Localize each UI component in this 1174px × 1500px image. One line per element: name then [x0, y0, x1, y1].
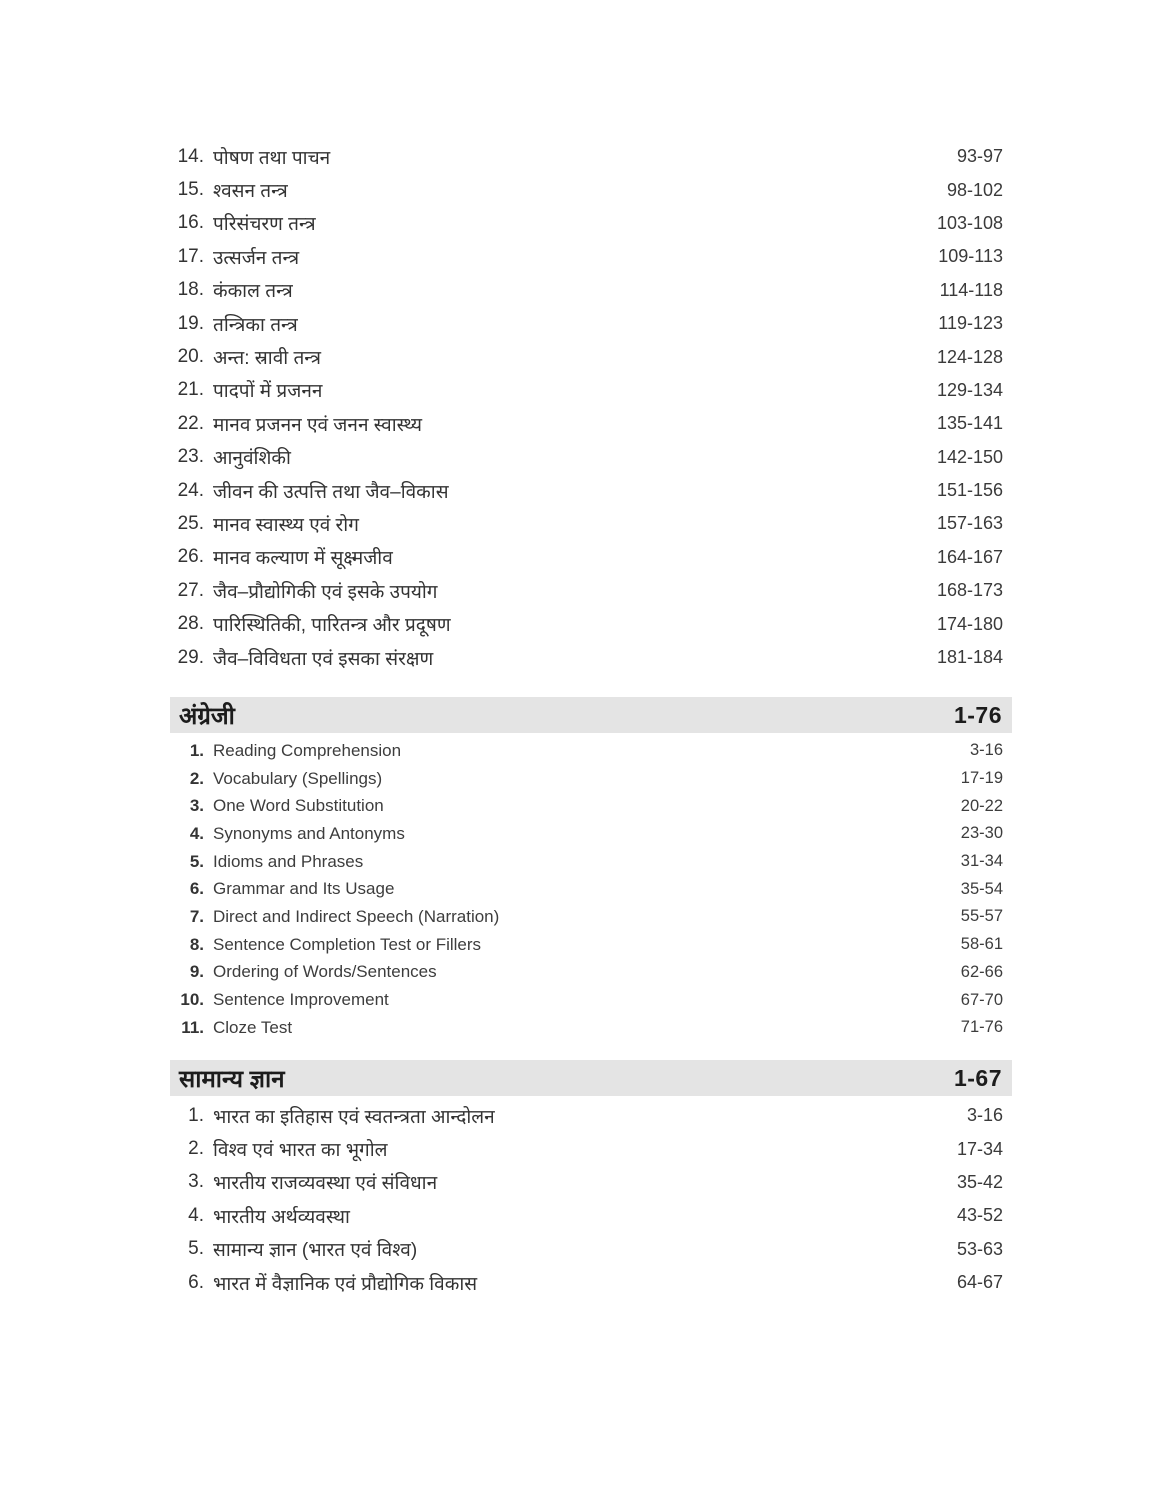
chapter-number: 24. [177, 479, 204, 501]
toc-row [170, 1014, 1003, 1042]
chapter-page-range: 124-128 [936, 346, 1003, 367]
chapter-title: भारतीय राजव्यवस्था एवं संविधान [213, 1173, 438, 1195]
chapter-page-range: 168-173 [936, 580, 1003, 601]
chapter-number: 15. [177, 179, 204, 201]
toc-row [170, 541, 1003, 574]
chapter-page-range: 31-34 [960, 852, 1003, 871]
toc-row [170, 374, 1003, 407]
chapter-number: 19. [177, 312, 204, 334]
chapter-title: आनुवंशिकी [213, 448, 291, 470]
toc-row [170, 792, 1003, 820]
chapter-title: भारत में वैज्ञानिक एवं प्रौद्योगिक विकास [213, 1273, 478, 1295]
chapter-page-range: 98-102 [946, 179, 1003, 200]
chapter-page-range: 142-150 [936, 446, 1003, 467]
toc-row [170, 340, 1003, 373]
toc-row [170, 607, 1003, 640]
chapter-page-range: 157-163 [936, 513, 1003, 534]
chapter-number: 4. [188, 1204, 204, 1226]
chapter-page-range: 181-184 [936, 647, 1003, 668]
toc-row [170, 1199, 1003, 1232]
chapter-number: 1. [189, 740, 204, 760]
chapter-title: Idioms and Phrases [213, 851, 364, 871]
chapter-page-range: 17-34 [956, 1138, 1003, 1159]
chapter-page-range: 164-167 [936, 546, 1003, 567]
chapter-number: 3. [188, 1171, 204, 1193]
chapter-page-range: 3-16 [966, 1105, 1003, 1126]
chapter-title: Sentence Completion Test or Fillers [213, 934, 482, 954]
toc-row [170, 820, 1003, 848]
chapter-number: 14. [177, 145, 204, 167]
chapter-page-range: 17-19 [960, 769, 1003, 788]
chapter-page-range: 109-113 [938, 246, 1003, 267]
chapter-title: विश्व एवं भारत का भूगोल [213, 1140, 388, 1162]
chapter-title: श्वसन तन्त्र [213, 181, 288, 203]
chapter-title: Reading Comprehension [213, 740, 402, 760]
chapter-number: 21. [177, 379, 204, 401]
chapter-title: तन्त्रिका तन्त्र [213, 314, 298, 336]
chapter-page-range: 67-70 [960, 990, 1003, 1009]
toc-row [170, 140, 1003, 173]
chapter-number: 17. [177, 245, 204, 267]
chapter-number: 6. [188, 1271, 204, 1293]
chapter-number: 1. [188, 1104, 204, 1126]
chapter-title: जीवन की उत्पत्ति तथा जैव–विकास [213, 481, 449, 503]
chapter-page-range: 103-108 [936, 212, 1003, 233]
section-header-general-knowledge [170, 1060, 1012, 1096]
chapter-number: 11. [181, 1017, 204, 1037]
toc-row [170, 875, 1003, 903]
chapter-title: मानव प्रजनन एवं जनन स्वास्थ्य [213, 414, 423, 436]
toc-row [170, 986, 1003, 1014]
chapter-page-range: 174-180 [936, 613, 1003, 634]
chapter-page-range: 3-16 [969, 741, 1003, 760]
toc-row [170, 1233, 1003, 1266]
toc-row [170, 641, 1003, 674]
chapter-page-range: 71-76 [960, 1018, 1003, 1037]
toc-row [170, 441, 1003, 474]
chapter-number: 2. [189, 768, 204, 788]
section-title: सामान्य ज्ञान [179, 1065, 285, 1093]
english-chapter-list [170, 737, 1003, 1042]
chapter-page-range: 43-52 [956, 1205, 1003, 1226]
chapter-number: 2. [188, 1138, 204, 1160]
chapter-number: 29. [177, 646, 204, 668]
chapter-title: उत्सर्जन तन्त्र [213, 247, 300, 269]
chapter-page-range: 35-42 [956, 1171, 1003, 1192]
chapter-number: 27. [177, 579, 204, 601]
section-title: अंग्रेजी [179, 702, 235, 730]
chapter-number: 5. [188, 1238, 204, 1260]
toc-row [170, 1099, 1003, 1132]
chapter-page-range: 35-54 [960, 879, 1003, 898]
section-page-range: 1-67 [953, 1064, 1002, 1091]
chapter-number: 28. [177, 613, 204, 635]
chapter-title: परिसंचरण तन्त्र [213, 214, 316, 236]
chapter-page-range: 129-134 [936, 379, 1003, 400]
biology-chapter-list [170, 140, 1003, 674]
chapter-page-range: 23-30 [960, 824, 1003, 843]
chapter-number: 10. [180, 990, 204, 1010]
chapter-title: Direct and Indirect Speech (Narration) [213, 906, 500, 926]
chapter-page-range: 151-156 [936, 480, 1003, 501]
chapter-title: पोषण तथा पाचन [213, 147, 331, 169]
chapter-number: 7. [189, 906, 204, 926]
chapter-title: भारत का इतिहास एवं स्वतन्त्रता आन्दोलन [213, 1106, 495, 1128]
toc-row [170, 240, 1003, 273]
section-header-english [170, 697, 1012, 733]
toc-row [170, 848, 1003, 876]
toc-row [170, 173, 1003, 206]
chapter-title: Grammar and Its Usage [213, 879, 395, 899]
chapter-number: 4. [189, 823, 204, 843]
toc-row [170, 931, 1003, 959]
chapter-title: Vocabulary (Spellings) [213, 768, 383, 788]
chapter-title: जैव–विविधता एवं इसका संरक्षण [213, 648, 434, 670]
section-page-range: 1-76 [953, 701, 1002, 728]
chapter-page-range: 55-57 [960, 907, 1003, 926]
chapter-title: सामान्य ज्ञान (भारत एवं विश्व) [213, 1240, 418, 1262]
chapter-number: 6. [189, 879, 204, 899]
toc-row [170, 1166, 1003, 1199]
chapter-page-range: 135-141 [936, 413, 1003, 434]
chapter-page-range: 93-97 [956, 146, 1003, 167]
chapter-page-range: 58-61 [960, 935, 1003, 954]
toc-row [170, 903, 1003, 931]
toc-row [170, 307, 1003, 340]
toc-row [170, 474, 1003, 507]
chapter-page-range: 119-123 [938, 313, 1003, 334]
chapter-number: 20. [177, 346, 204, 368]
chapter-number: 18. [177, 279, 204, 301]
chapter-title: मानव स्वास्थ्य एवं रोग [213, 514, 359, 536]
chapter-number: 3. [189, 796, 204, 816]
chapter-number: 22. [177, 412, 204, 434]
chapter-title: जैव–प्रौद्योगिकी एवं इसके उपयोग [213, 581, 438, 603]
toc-row [170, 407, 1003, 440]
chapter-number: 23. [177, 446, 204, 468]
toc-row [170, 765, 1003, 793]
chapter-title: मानव कल्याण में सूक्ष्मजीव [213, 548, 393, 570]
chapter-title: Sentence Improvement [213, 990, 389, 1010]
chapter-title: भारतीय अर्थव्यवस्था [213, 1206, 350, 1228]
chapter-number: 8. [189, 934, 204, 954]
chapter-page-range: 64-67 [956, 1272, 1003, 1293]
toc-row [170, 207, 1003, 240]
toc-row [170, 507, 1003, 540]
chapter-title: Synonyms and Antonyms [213, 823, 405, 843]
chapter-title: अन्त: स्रावी तन्त्र [213, 348, 321, 370]
chapter-page-range: 62-66 [960, 962, 1003, 981]
general-knowledge-chapter-list [170, 1099, 1003, 1299]
chapter-page-range: 114-118 [939, 279, 1003, 300]
chapter-page-range: 53-63 [956, 1238, 1003, 1259]
chapter-title: Cloze Test [213, 1017, 293, 1037]
toc-row [170, 274, 1003, 307]
chapter-page-range: 20-22 [960, 796, 1003, 815]
toc-row [170, 1132, 1003, 1165]
chapter-title: पादपों में प्रजनन [213, 381, 323, 403]
toc-row [170, 1266, 1003, 1299]
chapter-number: 5. [189, 851, 204, 871]
chapter-number: 16. [177, 212, 204, 234]
chapter-number: 25. [177, 512, 204, 534]
toc-row [170, 574, 1003, 607]
chapter-title: One Word Substitution [213, 796, 384, 816]
chapter-title: कंकाल तन्त्र [213, 281, 293, 303]
toc-row [170, 737, 1003, 765]
chapter-title: Ordering of Words/Sentences [213, 962, 437, 982]
chapter-number: 26. [177, 546, 204, 568]
chapter-number: 9. [189, 962, 204, 982]
chapter-title: पारिस्थितिकी, पारितन्त्र और प्रदूषण [213, 615, 451, 637]
toc-row [170, 959, 1003, 987]
